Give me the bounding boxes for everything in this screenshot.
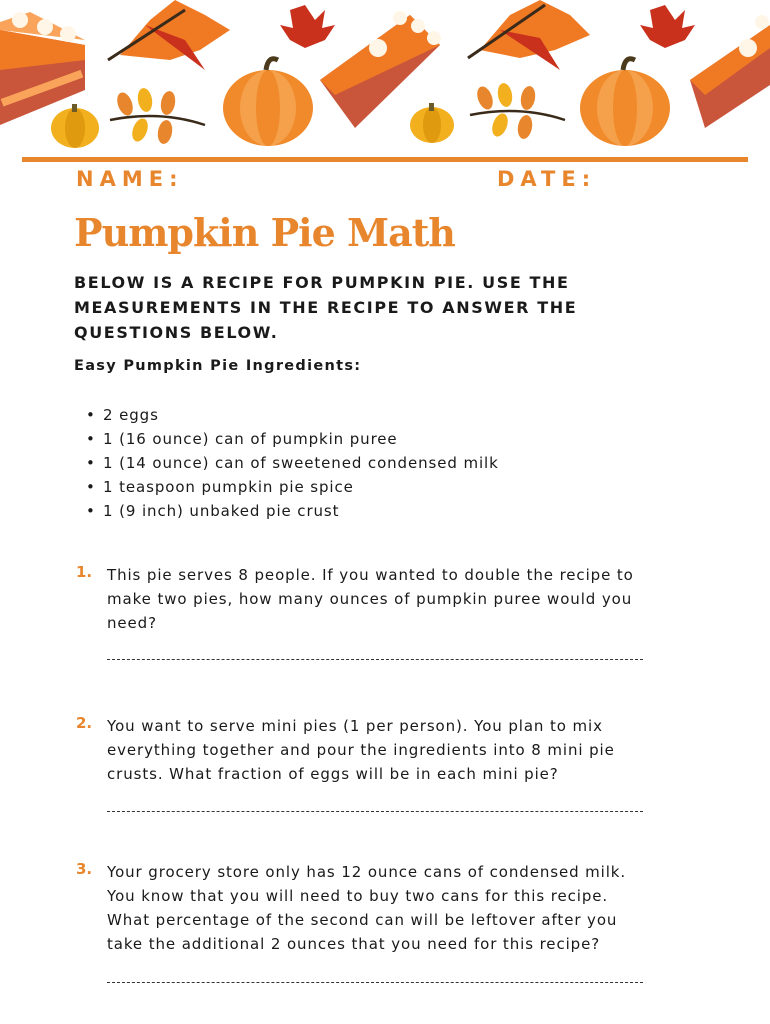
name-label: NAME: [76,167,184,191]
maple-leaf-icon [108,0,230,70]
maple-leaf-icon [640,5,695,48]
instructions: BELOW IS A RECIPE FOR PUMPKIN PIE. USE THE MEASUREMENTS IN THE RECIPE TO ANSWER THE QUESTIONS BELOW. [74,273,578,342]
answer-line[interactable] [107,982,643,983]
pumpkin-icon [223,59,313,146]
question-number: 2. [76,714,93,732]
header-rule [22,157,748,162]
list-item: • 1 teaspoon pumpkin pie spice [84,475,499,499]
pumpkin-icon [580,59,670,146]
question-number: 3. [76,860,93,878]
pie-slice-icon [690,15,770,128]
answer-line[interactable] [107,811,643,812]
autumn-branch-icon [470,82,565,140]
question-text: This pie serves 8 people. If you wanted to double the recipe to make two pies, how many ounces of pumpkin puree would you need? [107,566,634,632]
maple-leaf-icon [280,5,335,48]
question-number: 1. [76,563,93,581]
date-label: DATE: [497,167,597,191]
autumn-branch-icon [110,87,205,145]
answer-line[interactable] [107,659,643,660]
list-item: • 1 (9 inch) unbaked pie crust [84,499,499,523]
question-text: You want to serve mini pies (1 per person). You plan to mix everything together and pour the ingredients into 8 mini pie crusts. What fraction of eggs will be in each mini pie? [107,717,615,783]
worksheet-title: Pumpkin Pie Math [74,210,455,255]
autumn-banner [0,0,770,160]
pumpkin-icon [51,104,99,148]
list-item: • 1 (16 ounce) can of pumpkin puree [84,427,499,451]
recipe-heading: Easy Pumpkin Pie Ingredients: [74,358,362,374]
list-item: • 1 (14 ounce) can of sweetened condensed milk [84,451,499,475]
list-item: • 2 eggs [84,403,499,427]
question-text: Your grocery store only has 12 ounce cans of condensed milk. You know that you will need to buy two cans for this recipe. What percentage of the second can will be leftover after you take the additional 2 ounces that you need for this recipe? [107,863,627,953]
pumpkin-icon [410,103,454,143]
ingredient-list [84,403,499,523]
maple-leaf-icon [468,0,590,70]
